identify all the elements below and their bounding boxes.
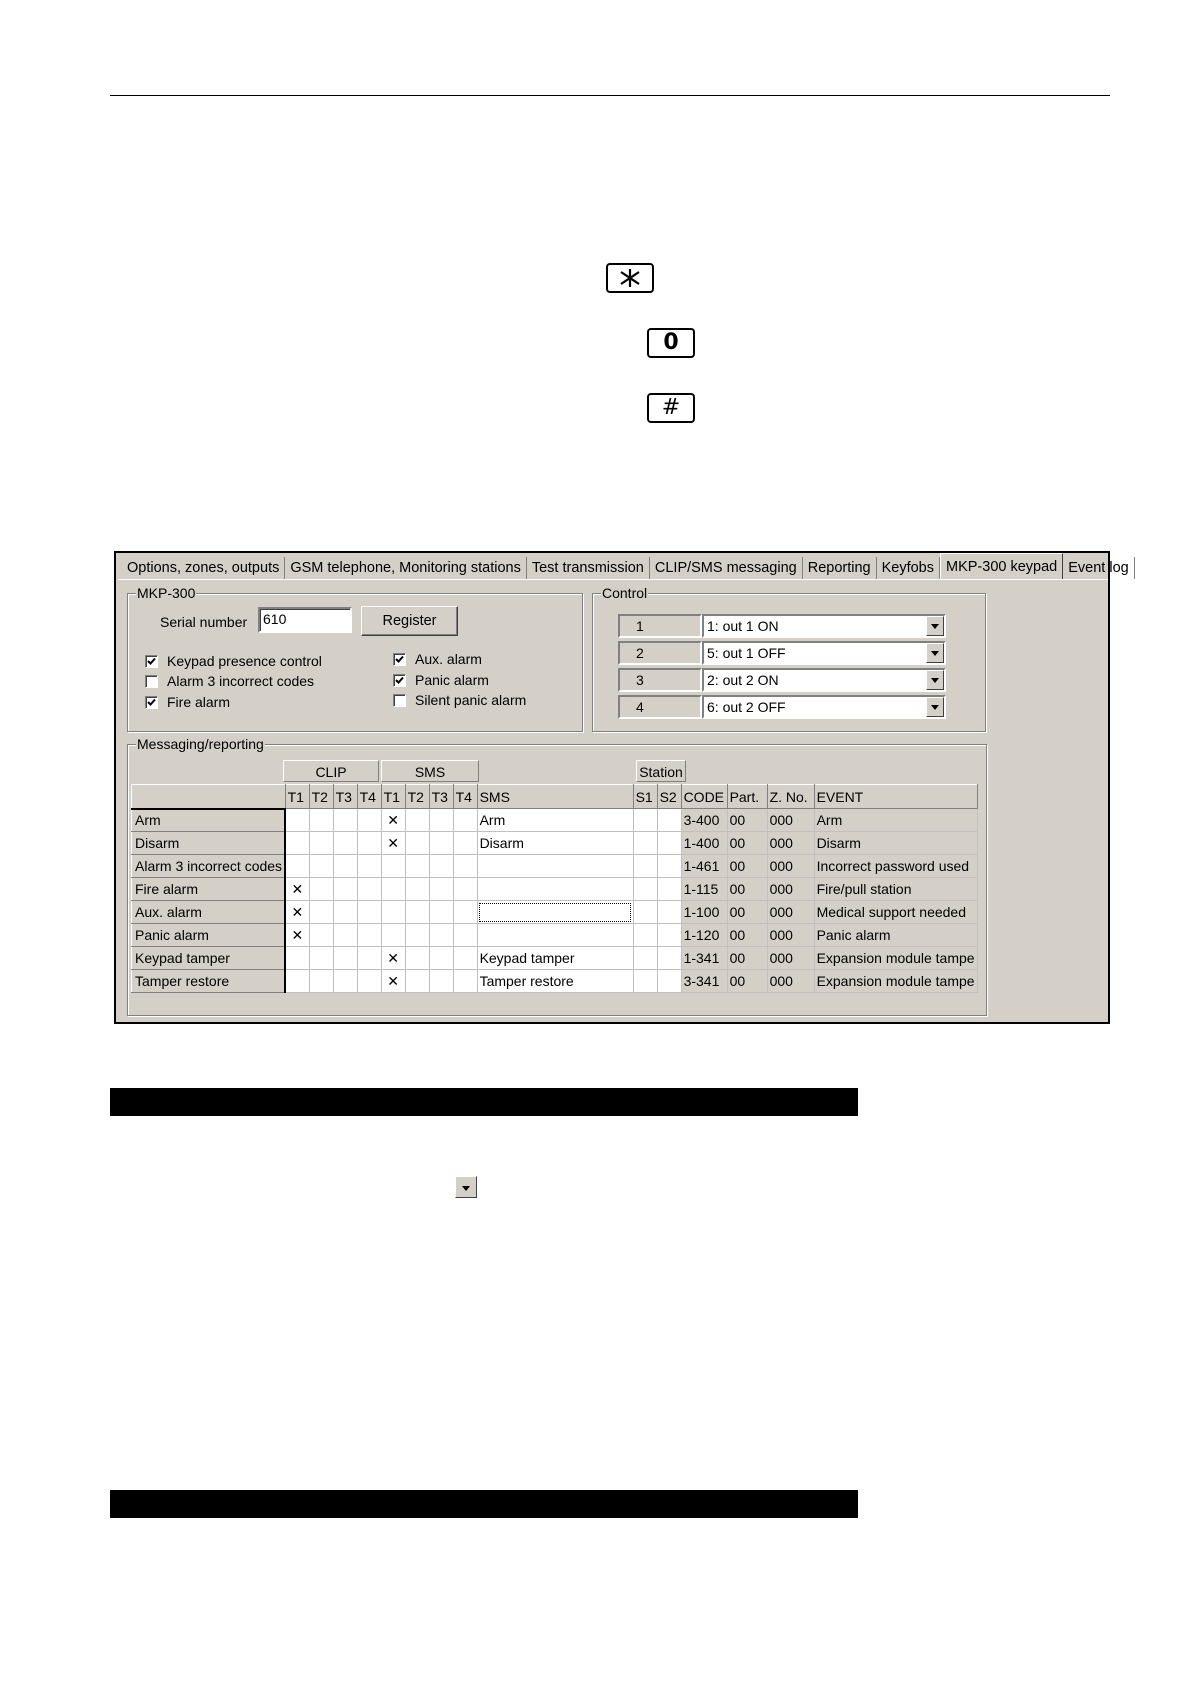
clip-cell[interactable] — [309, 832, 333, 855]
section-heading-bar — [110, 1088, 858, 1116]
chevron-down-icon[interactable] — [926, 670, 944, 690]
sms-flag-cell[interactable]: ✕ — [381, 832, 405, 855]
keypad-presence-checkbox[interactable] — [145, 655, 158, 668]
column-header[interactable]: T3 — [429, 785, 453, 809]
page-header-rule — [110, 95, 1110, 96]
sms-flag-cell[interactable] — [405, 855, 429, 878]
register-button[interactable]: Register — [361, 606, 458, 636]
zone-number-cell: 000 — [767, 947, 814, 970]
clip-cell[interactable] — [285, 809, 309, 832]
partition-cell: 00 — [727, 878, 767, 901]
clip-cell[interactable] — [285, 970, 309, 993]
silent-panic-checkbox[interactable] — [393, 694, 406, 707]
control-select-3[interactable]: 2: out 2 ON — [702, 668, 946, 692]
clip-cell[interactable] — [309, 970, 333, 993]
tab-test-transmission[interactable]: Test transmission — [527, 557, 650, 579]
clip-cell[interactable] — [333, 878, 357, 901]
sms-flag-cell[interactable] — [405, 947, 429, 970]
station-s2-cell[interactable] — [657, 855, 681, 878]
zone-number-cell: 000 — [767, 809, 814, 832]
clip-cell[interactable] — [357, 970, 381, 993]
partition-cell: 00 — [727, 855, 767, 878]
clip-cell[interactable] — [357, 832, 381, 855]
code-cell: 1-341 — [681, 947, 727, 970]
clip-group-header: CLIP — [283, 760, 379, 782]
control-select-1[interactable]: 1: out 1 ON — [702, 614, 946, 638]
table-corner-cell — [132, 785, 286, 809]
tab-gsm-telephone[interactable]: GSM telephone, Monitoring stations — [285, 557, 527, 579]
sms-flag-cell[interactable] — [405, 809, 429, 832]
event-name-cell: Panic alarm — [132, 924, 286, 947]
clip-cell[interactable] — [333, 855, 357, 878]
mkp300-legend: MKP-300 — [137, 585, 196, 601]
tab-mkp300-keypad[interactable]: MKP-300 keypad — [940, 553, 1063, 579]
event-cell: Expansion module tampe — [814, 970, 977, 993]
sms-group-header: SMS — [381, 760, 479, 782]
sms-flag-cell[interactable] — [429, 832, 453, 855]
table-header-row — [132, 785, 978, 809]
sms-flag-cell[interactable] — [429, 901, 453, 924]
sms-flag-cell[interactable] — [381, 901, 405, 924]
clip-cell[interactable] — [285, 855, 309, 878]
station-s1-cell[interactable] — [633, 901, 657, 924]
aux-alarm-label: Aux. alarm — [415, 651, 482, 667]
control-number-1: 1 — [618, 614, 702, 638]
fire-alarm-label: Fire alarm — [167, 694, 231, 710]
sms-flag-cell[interactable] — [453, 809, 477, 832]
panic-alarm-checkbox[interactable] — [393, 674, 406, 687]
messaging-table — [131, 784, 978, 993]
event-cell: Medical support needed — [814, 901, 977, 924]
tab-clip-sms-messaging[interactable]: CLIP/SMS messaging — [650, 557, 803, 579]
sms-text-cell[interactable] — [477, 855, 633, 878]
sms-flag-cell[interactable] — [429, 970, 453, 993]
fire-alarm-checkbox[interactable] — [145, 696, 158, 709]
table-row — [132, 809, 978, 832]
silent-panic-label: Silent panic alarm — [415, 692, 527, 708]
station-s1-cell[interactable] — [633, 970, 657, 993]
table-row — [132, 924, 978, 947]
table-row — [132, 855, 978, 878]
sms-text-cell[interactable]: Tamper restore — [477, 970, 633, 993]
partition-cell: 00 — [727, 970, 767, 993]
zero-key-icon: 0 — [647, 328, 695, 358]
column-header[interactable]: T4 — [453, 785, 477, 809]
partition-cell: 00 — [727, 947, 767, 970]
panic-alarm-label: Panic alarm — [415, 672, 489, 688]
station-s1-cell[interactable] — [633, 924, 657, 947]
sms-flag-cell[interactable] — [429, 878, 453, 901]
station-s1-cell[interactable] — [633, 878, 657, 901]
zone-number-cell: 000 — [767, 855, 814, 878]
sms-flag-cell[interactable] — [381, 855, 405, 878]
keypad-presence-label: Keypad presence control — [167, 653, 322, 669]
event-cell: Panic alarm — [814, 924, 977, 947]
station-s1-cell[interactable] — [633, 832, 657, 855]
station-group-header: Station — [636, 760, 686, 782]
clip-cell[interactable] — [285, 832, 309, 855]
hash-key-icon: # — [647, 393, 695, 423]
sms-text-cell[interactable] — [477, 878, 633, 901]
chevron-down-icon[interactable] — [926, 643, 944, 663]
clip-cell[interactable] — [357, 924, 381, 947]
sms-flag-cell[interactable]: ✕ — [381, 947, 405, 970]
column-header[interactable]: CODE — [681, 785, 727, 809]
zone-number-cell: 000 — [767, 970, 814, 993]
station-s2-cell[interactable] — [657, 901, 681, 924]
clip-cell[interactable] — [333, 924, 357, 947]
column-header[interactable]: SMS — [477, 785, 633, 809]
sms-text-cell[interactable]: Keypad tamper — [477, 947, 633, 970]
sms-flag-cell[interactable] — [453, 878, 477, 901]
sms-flag-cell[interactable] — [429, 809, 453, 832]
asterisk-key-icon — [606, 263, 654, 293]
sms-flag-cell[interactable] — [405, 970, 429, 993]
clip-cell[interactable] — [285, 947, 309, 970]
table-row — [132, 878, 978, 901]
tab-keyfobs[interactable]: Keyfobs — [877, 557, 940, 579]
event-name-cell: Keypad tamper — [132, 947, 286, 970]
clip-cell[interactable] — [333, 832, 357, 855]
sms-flag-cell[interactable] — [405, 832, 429, 855]
zone-number-cell: 000 — [767, 832, 814, 855]
station-s2-cell[interactable] — [657, 809, 681, 832]
event-cell: Incorrect password used — [814, 855, 977, 878]
sms-flag-cell[interactable] — [381, 924, 405, 947]
column-header[interactable]: Z. No. — [767, 785, 814, 809]
clip-cell[interactable] — [333, 947, 357, 970]
serial-number-label: Serial number — [160, 614, 248, 630]
column-header[interactable]: T4 — [357, 785, 381, 809]
event-name-cell: Aux. alarm — [132, 901, 286, 924]
sms-flag-cell[interactable]: ✕ — [381, 809, 405, 832]
column-header[interactable]: T1 — [285, 785, 309, 809]
event-cell: Expansion module tampe — [814, 947, 977, 970]
station-s2-cell[interactable] — [657, 947, 681, 970]
code-cell: 1-115 — [681, 878, 727, 901]
sms-flag-cell[interactable] — [453, 832, 477, 855]
station-s2-cell[interactable] — [657, 832, 681, 855]
clip-cell[interactable]: ✕ — [285, 901, 309, 924]
event-name-cell: Arm — [132, 809, 286, 832]
sms-text-cell[interactable]: Arm — [477, 809, 633, 832]
station-s1-cell[interactable] — [633, 809, 657, 832]
partition-cell: 00 — [727, 832, 767, 855]
clip-cell[interactable] — [309, 855, 333, 878]
tab-options-zones-outputs[interactable]: Options, zones, outputs — [122, 557, 285, 579]
code-cell: 1-100 — [681, 901, 727, 924]
clip-cell[interactable]: ✕ — [285, 878, 309, 901]
sms-text-cell[interactable]: Disarm — [477, 832, 633, 855]
clip-cell[interactable] — [309, 809, 333, 832]
event-name-cell: Alarm 3 incorrect codes — [132, 855, 286, 878]
sms-flag-cell[interactable] — [405, 878, 429, 901]
clip-cell[interactable] — [333, 970, 357, 993]
sms-flag-cell[interactable] — [453, 947, 477, 970]
zone-number-cell: 000 — [767, 878, 814, 901]
tab-event-log[interactable]: Event log — [1063, 557, 1134, 579]
code-cell: 3-400 — [681, 809, 727, 832]
messaging-legend: Messaging/reporting — [137, 736, 264, 752]
clip-cell[interactable] — [333, 809, 357, 832]
partition-cell: 00 — [727, 901, 767, 924]
partition-cell: 00 — [727, 924, 767, 947]
clip-cell[interactable] — [309, 901, 333, 924]
event-name-cell: Disarm — [132, 832, 286, 855]
serial-number-input[interactable]: 610 — [258, 607, 352, 633]
station-s1-cell[interactable] — [633, 947, 657, 970]
event-cell: Fire/pull station — [814, 878, 977, 901]
event-name-cell: Fire alarm — [132, 878, 286, 901]
clip-cell[interactable] — [357, 901, 381, 924]
code-cell: 3-341 — [681, 970, 727, 993]
clip-cell[interactable]: ✕ — [285, 924, 309, 947]
column-header[interactable]: T2 — [405, 785, 429, 809]
column-header[interactable]: T1 — [381, 785, 405, 809]
control-select-2[interactable]: 5: out 1 OFF — [702, 641, 946, 665]
zone-number-cell: 000 — [767, 901, 814, 924]
sms-text-cell[interactable] — [477, 901, 633, 924]
tab-strip — [122, 555, 1135, 579]
column-header[interactable]: Part. — [727, 785, 767, 809]
tab-divider — [118, 579, 1108, 580]
tab-reporting[interactable]: Reporting — [803, 557, 877, 579]
clip-cell[interactable] — [357, 878, 381, 901]
control-select-4[interactable]: 6: out 2 OFF — [702, 695, 946, 719]
clip-cell[interactable] — [309, 878, 333, 901]
sms-flag-cell[interactable] — [453, 901, 477, 924]
clip-cell[interactable] — [357, 947, 381, 970]
table-row — [132, 970, 978, 993]
table-row — [132, 947, 978, 970]
sms-flag-cell[interactable] — [453, 924, 477, 947]
table-row — [132, 832, 978, 855]
chevron-down-icon[interactable] — [926, 616, 944, 636]
code-cell: 1-400 — [681, 832, 727, 855]
sms-flag-cell[interactable] — [453, 970, 477, 993]
column-header[interactable]: EVENT — [814, 785, 977, 809]
sms-flag-cell[interactable] — [429, 947, 453, 970]
event-cell: Disarm — [814, 832, 977, 855]
clip-cell[interactable] — [333, 901, 357, 924]
column-header[interactable]: T2 — [309, 785, 333, 809]
control-number-3: 3 — [618, 668, 702, 692]
event-name-cell: Tamper restore — [132, 970, 286, 993]
code-cell: 1-120 — [681, 924, 727, 947]
sms-flag-cell[interactable] — [453, 855, 477, 878]
station-s2-cell[interactable] — [657, 924, 681, 947]
control-number-4: 4 — [618, 695, 702, 719]
station-s2-cell[interactable] — [657, 878, 681, 901]
event-cell: Arm — [814, 809, 977, 832]
alarm-3-codes-checkbox[interactable] — [145, 675, 158, 688]
sms-text-cell[interactable] — [477, 924, 633, 947]
station-s1-cell[interactable] — [633, 855, 657, 878]
sms-flag-cell[interactable] — [381, 878, 405, 901]
partition-cell: 00 — [727, 809, 767, 832]
clip-cell[interactable] — [357, 855, 381, 878]
sms-flag-cell[interactable] — [405, 901, 429, 924]
station-s2-cell[interactable] — [657, 970, 681, 993]
aux-alarm-checkbox[interactable] — [393, 653, 406, 666]
clip-cell[interactable] — [357, 809, 381, 832]
column-header[interactable]: T3 — [333, 785, 357, 809]
control-number-2: 2 — [618, 641, 702, 665]
chevron-down-icon[interactable] — [926, 697, 944, 717]
sms-flag-cell[interactable] — [429, 855, 453, 878]
sms-flag-cell[interactable]: ✕ — [381, 970, 405, 993]
sms-flag-cell[interactable] — [405, 924, 429, 947]
code-cell: 1-461 — [681, 855, 727, 878]
zone-number-cell: 000 — [767, 924, 814, 947]
control-legend: Control — [602, 585, 648, 601]
sms-flag-cell[interactable] — [429, 924, 453, 947]
clip-cell[interactable] — [309, 924, 333, 947]
dropdown-arrow-icon — [455, 1176, 477, 1198]
table-row — [132, 901, 978, 924]
alarm-3-codes-label: Alarm 3 incorrect codes — [167, 673, 315, 689]
section-heading-bar — [110, 1490, 858, 1518]
column-header[interactable]: S1 — [633, 785, 657, 809]
column-header[interactable]: S2 — [657, 785, 681, 809]
clip-cell[interactable] — [309, 947, 333, 970]
